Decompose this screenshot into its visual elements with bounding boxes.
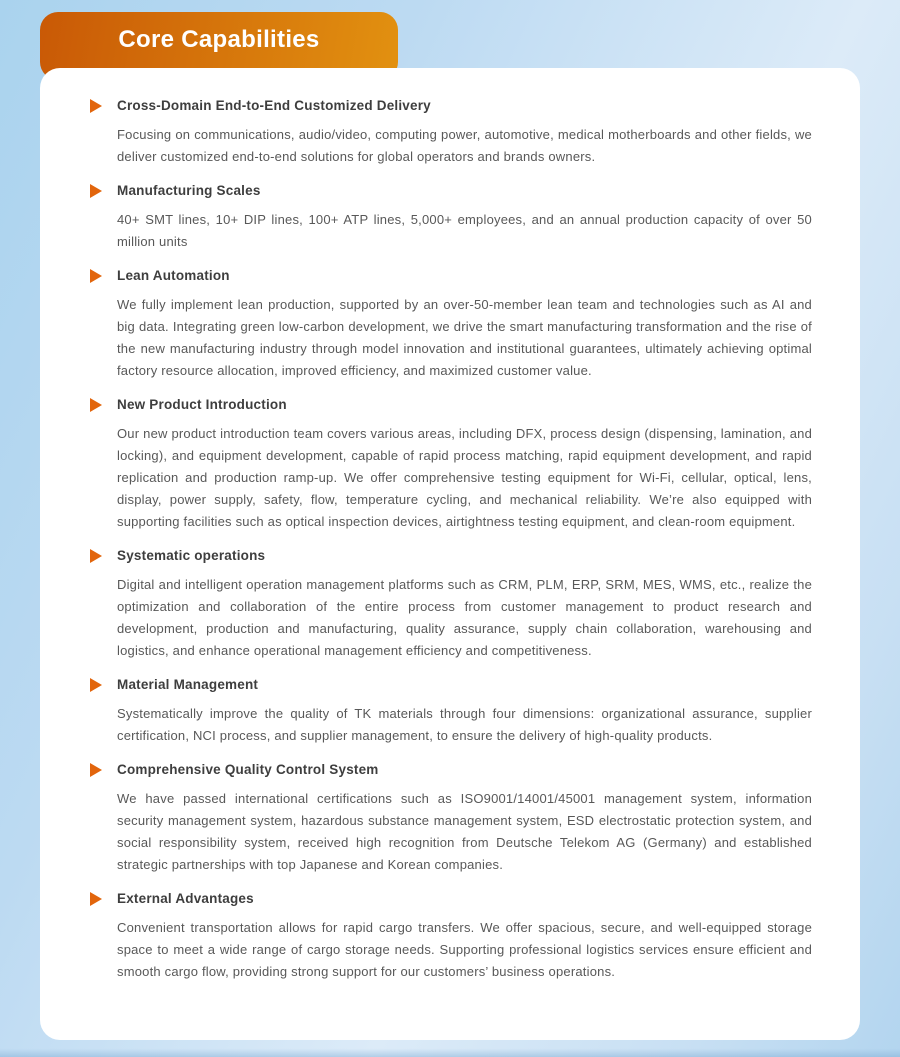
triangle-bullet-icon xyxy=(90,99,102,113)
section-external-advantages xyxy=(90,892,812,983)
capability-heading: Material Management xyxy=(117,677,259,692)
section-heading-row xyxy=(90,184,812,198)
capability-heading: Manufacturing Scales xyxy=(117,183,261,198)
capability-body: Convenient transportation allows for rapid cargo transfers. We offer spacious, secure, and well-equipped storage space to meet a wide range of cargo storage needs. Supporting professional logistics services ensure efficient and smooth cargo flow, providing strong support for our customers’ business operations. xyxy=(117,920,812,979)
triangle-bullet-icon xyxy=(90,892,102,906)
triangle-bullet-icon xyxy=(90,763,102,777)
capability-body: Focusing on communications, audio/video, computing power, automotive, medical motherboards and other fields, we deliver customized end-to-end solutions for global operators and brands owners. xyxy=(117,127,812,164)
capability-heading: Comprehensive Quality Control System xyxy=(117,762,379,777)
section-heading-row xyxy=(90,549,812,563)
triangle-bullet-icon xyxy=(90,184,102,198)
section-new-product-introduction xyxy=(90,398,812,533)
section-heading-row xyxy=(90,678,812,692)
capability-body: We have passed international certifications such as ISO9001/14001/45001 management system, information security management system, hazardous substance management system, ESD electrostatic protection system, and social responsibility system, received high recognition from Deutsche Telekom AG (Germany) and established strategic partnerships with top Japanese and Korean companies. xyxy=(117,791,812,872)
section-heading-row xyxy=(90,892,812,906)
capability-heading: Cross-Domain End-to-End Customized Delivery xyxy=(117,98,431,113)
triangle-bullet-icon xyxy=(90,549,102,563)
capability-heading: New Product Introduction xyxy=(117,397,287,412)
triangle-bullet-icon xyxy=(90,269,102,283)
section-heading-row xyxy=(90,398,812,412)
content-card xyxy=(40,68,860,1040)
capability-body: 40+ SMT lines, 10+ DIP lines, 100+ ATP lines, 5,000+ employees, and an annual production capacity of over 50 million units xyxy=(117,212,812,249)
section-heading-row xyxy=(90,99,812,113)
capability-heading: Lean Automation xyxy=(117,268,230,283)
section-lean-automation xyxy=(90,269,812,382)
section-quality-control-system xyxy=(90,763,812,876)
page-title: Core Capabilities xyxy=(118,26,320,53)
section-systematic-operations xyxy=(90,549,812,662)
triangle-bullet-icon xyxy=(90,398,102,412)
capability-heading: Systematic operations xyxy=(117,548,266,563)
section-heading-row xyxy=(90,269,812,283)
triangle-bullet-icon xyxy=(90,678,102,692)
section-heading-row xyxy=(90,763,812,777)
section-cross-domain-delivery xyxy=(90,99,812,168)
capability-body: Systematically improve the quality of TK materials through four dimensions: organizational assurance, supplier certification, NCI process, and supplier management, to ensure the delivery of high-quality products. xyxy=(117,706,812,743)
capability-body: Digital and intelligent operation management platforms such as CRM, PLM, ERP, SRM, MES, WMS, etc., realize the optimization and collaboration of the entire process from customer management to product research and development, production and manufacturing, quality assurance, supply chain collaboration, warehousing and logistics, and enhance operational management efficiency and competitiveness. xyxy=(117,577,812,658)
capability-body: We fully implement lean production, supported by an over-50-member lean team and technologies such as AI and big data. Integrating green low-carbon development, we drive the smart manufacturing transformation and the rise of the new manufacturing industry through model innovation and institutional guarantees, ultimately achieving optimal factory resource allocation, improved efficiency, and maximized customer value. xyxy=(117,297,812,378)
capability-body: Our new product introduction team covers various areas, including DFX, process design (dispensing, lamination, and locking), and equipment development, capable of rapid process matching, rapid equipment development, and rapid replication and production ramp-up. We offer comprehensive testing equipment for Wi-Fi, cellular, optical, lens, display, power supply, safety, flow, temperature cycling, and mechanical reliability. We’re also equipped with supporting facilities such as optical inspection devices, airtightness testing equipment, and clean-room equipment. xyxy=(117,426,812,529)
section-manufacturing-scales xyxy=(90,184,812,253)
section-material-management xyxy=(90,678,812,747)
capability-heading: External Advantages xyxy=(117,891,254,906)
